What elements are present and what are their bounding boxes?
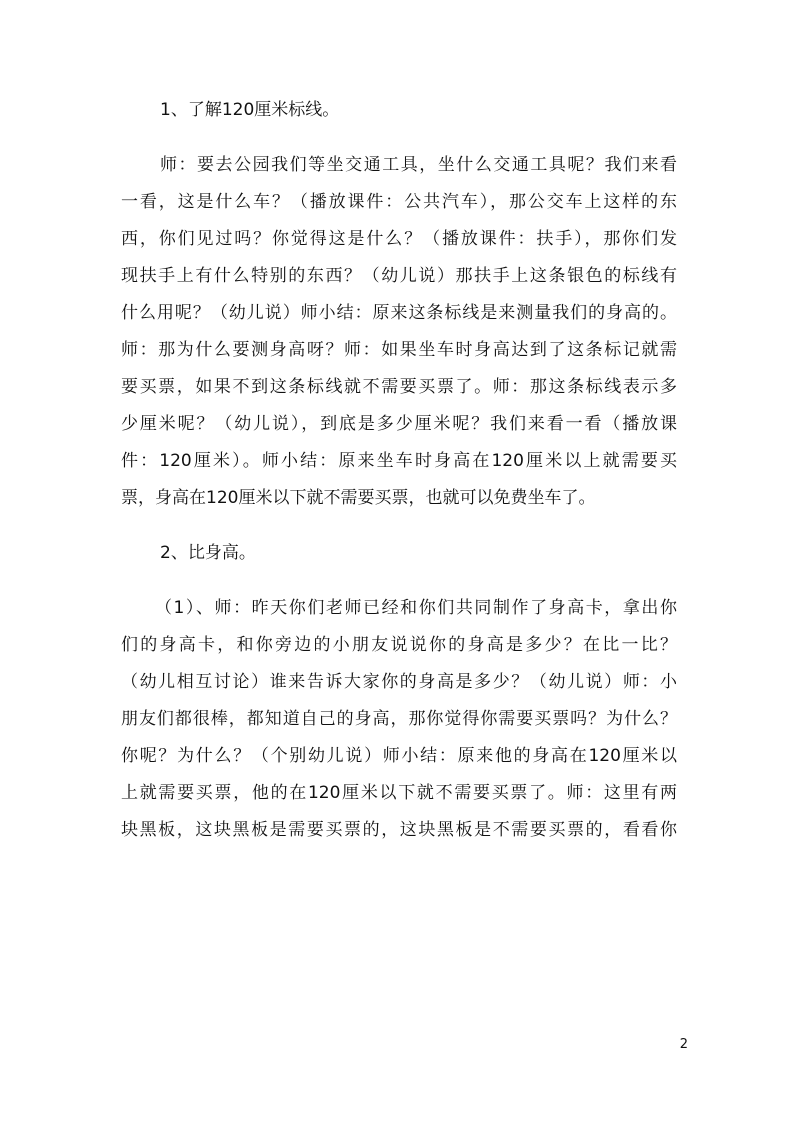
paragraph-line: （1）、师：昨天你们老师已经和你们共同制作了身高卡，拿出你 bbox=[155, 598, 677, 618]
paragraph-line: 少厘米呢？（幼儿说），到底是多少厘米呢？我们来看一看（播放课 bbox=[121, 414, 677, 434]
paragraph-line: 件：120厘米）。师小结：原来坐车时身高在120厘米以上就需要买 bbox=[121, 451, 677, 471]
paragraph-line: 朋友们都很棒，都知道自己的身高，那你觉得你需要买票吗？为什么？ bbox=[121, 709, 677, 729]
paragraph-line: 一看，这是什么车？（播放课件：公共汽车），那公交车上这样的东 bbox=[121, 192, 677, 212]
section-heading-2: 2、比身高。 bbox=[160, 543, 256, 563]
section-heading-1: 1、了解120厘米标线。 bbox=[160, 100, 340, 120]
paragraph-line: 上就需要买票，他的在120厘米以下就不需要买票了。师：这里有两 bbox=[121, 783, 677, 803]
paragraph-line: 西，你们见过吗？你觉得这是什么？（播放课件：扶手），那你们发 bbox=[121, 229, 677, 249]
paragraph-line: （幼儿相互讨论）谁来告诉大家你的身高是多少？（幼儿说）师：小 bbox=[121, 672, 677, 692]
spacer bbox=[121, 517, 677, 535]
paragraph-line: 师：要去公园我们等坐交通工具，坐什么交通工具呢？我们来看 bbox=[160, 155, 677, 175]
section-paragraph-1 bbox=[121, 147, 677, 517]
paragraph-line: 票，身高在120厘米以下就不需要买票，也就可以免费坐车了。 bbox=[121, 488, 596, 508]
paragraph-line: 师：那为什么要测身高呀？师：如果坐车时身高达到了这条标记就需 bbox=[121, 340, 677, 360]
page-content bbox=[121, 92, 677, 849]
paragraph-line: 你呢？为什么？（个别幼儿说）师小结：原来他的身高在120厘米以 bbox=[121, 746, 677, 766]
paragraph-line: 现扶手上有什么特别的东西？（幼儿说）那扶手上这条银色的标线有 bbox=[121, 266, 677, 286]
spacer bbox=[121, 129, 677, 147]
section-paragraph-2 bbox=[121, 590, 677, 849]
paragraph-line: 块黑板，这块黑板是需要买票的，这块黑板是不需要买票的，看看你 bbox=[121, 820, 677, 840]
paragraph-line: 要买票，如果不到这条标线就不需要买票了。师：那这条标线表示多 bbox=[121, 377, 677, 397]
paragraph-line: 们的身高卡，和你旁边的小朋友说说你的身高是多少？在比一比？ bbox=[121, 635, 677, 655]
page-number: 2 bbox=[679, 1037, 688, 1052]
paragraph-line: 什么用呢？（幼儿说）师小结：原来这条标线是来测量我们的身高的。 bbox=[121, 303, 677, 323]
spacer bbox=[121, 572, 677, 590]
